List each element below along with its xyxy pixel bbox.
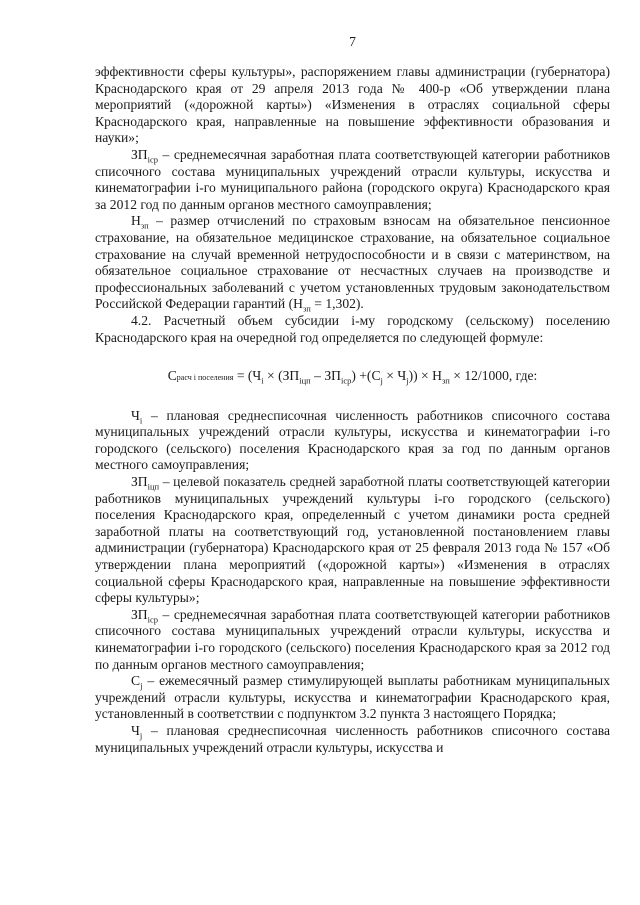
symbol-subscript: iср (147, 614, 159, 625)
definition-text: – плановая среднесписочная численность работников списочного состава муниципальных учреждений отрасли культуры, искусства и кинематографии i-го городского (сельского) поселения Краснодарского края за год по данным органов местного самоуправления; (95, 407, 610, 473)
formula-part: = (Ч (233, 368, 262, 384)
paragraph-4-2: 4.2. Расчетный объем субсидии i-му городскому (сельскому) поселению Краснодарского края на очередной год определяется по следующей формуле: (95, 312, 610, 345)
definition-tail: = 1,302). (310, 296, 364, 312)
definition-zp-icr (95, 147, 610, 213)
symbol-subscript: i (139, 415, 143, 426)
symbol: ЗП (131, 146, 148, 162)
symbol-subscript: зп (140, 221, 149, 232)
definition-nzp (95, 213, 610, 313)
definition-text: – целевой показатель средней заработной платы соответствующей категории работников муниципальных учреждений культуры i-го городского (сельского) поселения Краснодарского края, определенный с учетом динамики роста средней заработной платы на соответствующий год, установленной постановлением главы администрации (губернатора) Краснодарского края от 25 февраля 2013 года № 157 «Об утверждении плана мероприятий («дорожной карты») «Изменения в отраслях социальной сферы Краснодарского края, направленные на повышение эффективности сферы культуры»; (95, 474, 610, 606)
formula-part: – ЗП (310, 368, 341, 384)
symbol-subscript: j (139, 730, 143, 741)
symbol: Ч (131, 407, 140, 423)
symbol-subscript: зп (302, 304, 311, 315)
symbol-subscript: iцп (147, 481, 160, 492)
formula-subscript: iцп (299, 375, 311, 386)
formula-subscript: iср (340, 375, 352, 386)
formula-lhs-subscript: расч i поселения (176, 373, 234, 383)
formula-part: )) × Н (408, 368, 442, 384)
formula-subscript: i (261, 375, 264, 386)
formula-subscript: j (406, 375, 409, 386)
definition-text: – ежемесячный размер стимулирующей выплаты работникам муниципальных учреждений отрасли культуры, искусства и кинематографии Краснодарского края, установленный в соответствии с подпунктом 3.2 пункта 3 настоящего Порядка; (95, 673, 610, 722)
symbol-subscript: iср (147, 154, 159, 165)
definition-text: – среднемесячная заработная плата соответствующей категории работников списочного состава муниципальных учреждений отрасли культуры, искусства и кинематографии i-го муниципального района (городского округа) Краснодарского края за 2012 год по данным органов местного самоуправления; (95, 146, 610, 212)
formula-part: × 12/1000, где: (449, 368, 538, 384)
formula-part: × (ЗП (263, 368, 300, 384)
subsidy-formula (95, 368, 610, 387)
symbol: Ч (131, 722, 140, 738)
definition-zp-icr-settlement (95, 607, 610, 673)
formula-subscript: зп (441, 375, 450, 386)
definition-chj (95, 723, 610, 756)
symbol: С (131, 673, 141, 689)
definition-zp-icp (95, 474, 610, 607)
formula-lhs: С (167, 368, 177, 384)
symbol: ЗП (131, 606, 148, 622)
definition-text: – среднемесячная заработная плата соответствующей категории работников списочного состава муниципальных учреждений отрасли культуры, искусства и кинематографии i-го городского (сельского) поселения Краснодарского края за 2012 год по данным органов местного самоуправления; (95, 606, 610, 672)
symbol: Н (131, 213, 141, 229)
document-body (95, 64, 610, 756)
definition-chi (95, 408, 610, 474)
symbol: ЗП (131, 474, 148, 490)
formula-part: ) +(С (351, 368, 381, 384)
definition-text: – размер отчислений по страховым взносам на обязательное пенсионное страхование, на обязательное медицинское страхование, на обязательное социальное страхование на случай временной нетрудоспособности и в связи с материнством, на обязательное социальное страхование от несчастных случаев на производстве и профессиональных заболеваний с учетом установленных трудовым законодательством Российской Федерации гарантий (Н (95, 213, 610, 312)
formula-subscript: j (380, 375, 383, 386)
definition-text: – плановая среднесписочная численность работников списочного состава муниципальных учреждений отрасли культуры, искусства и (95, 722, 610, 755)
definition-cj (95, 673, 610, 723)
symbol-subscript: j (140, 680, 143, 691)
formula-part: × Ч (382, 368, 407, 384)
page-number: 7 (349, 34, 356, 49)
paragraph-culture-efficiency: эффективности сферы культуры», распоряжением главы администрации (губернатора) Краснодарского края от 29 апреля 2013 года № 400-р «Об утверждении плана мероприятий («дорожной карты») «Изменения в отраслях социальной сферы Краснодарского края, направленные на повышение эффективности образования и науки»; (95, 64, 610, 146)
